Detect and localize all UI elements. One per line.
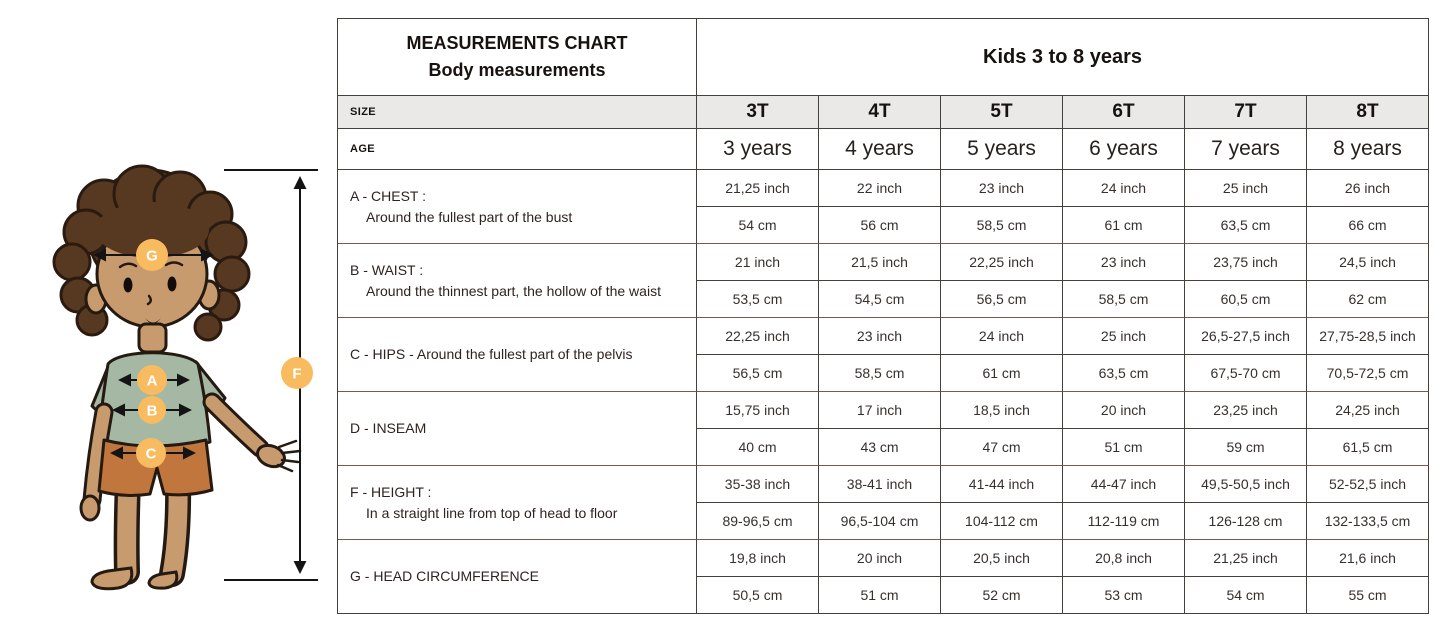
measure-cell: 52 cm bbox=[941, 577, 1063, 614]
measure-cell: 23 inch bbox=[819, 318, 941, 355]
size-col-header: 4T bbox=[819, 96, 941, 129]
measure-cell: 52-52,5 inch bbox=[1307, 466, 1429, 503]
measure-cell: 60,5 cm bbox=[1185, 281, 1307, 318]
measure-cell: 63,5 cm bbox=[1185, 207, 1307, 244]
age-row-label: AGE bbox=[338, 129, 697, 170]
measure-cell: 24,5 inch bbox=[1307, 244, 1429, 281]
age-row bbox=[338, 129, 1429, 170]
measure-cell: 56,5 cm bbox=[697, 355, 819, 392]
measure-cell: 58,5 cm bbox=[819, 355, 941, 392]
measure-cell: 24,25 inch bbox=[1307, 392, 1429, 429]
child-illustration bbox=[0, 0, 337, 636]
measure-cell: 23,25 inch bbox=[1185, 392, 1307, 429]
measure-cell: 25 inch bbox=[1185, 170, 1307, 207]
measure-cell: 41-44 inch bbox=[941, 466, 1063, 503]
measure-cell: 51 cm bbox=[819, 577, 941, 614]
measure-cell: 58,5 cm bbox=[1063, 281, 1185, 318]
measure-cell: 20 inch bbox=[819, 540, 941, 577]
measure-cell: 26 inch bbox=[1307, 170, 1429, 207]
svg-text:C: C bbox=[145, 445, 157, 463]
measure-cell: 55 cm bbox=[1307, 577, 1429, 614]
measure-cell: 70,5-72,5 cm bbox=[1307, 355, 1429, 392]
svg-text:B: B bbox=[146, 402, 158, 420]
measure-cell: 22,25 inch bbox=[941, 244, 1063, 281]
size-col-header: 6T bbox=[1063, 96, 1185, 129]
age-group-title: Kids 3 to 8 years bbox=[697, 19, 1429, 96]
measure-cell: 43 cm bbox=[819, 429, 941, 466]
measure-cell: 54 cm bbox=[697, 207, 819, 244]
measurements-table bbox=[337, 18, 1429, 614]
measure-cell: 19,8 inch bbox=[697, 540, 819, 577]
measure-cell: 15,75 inch bbox=[697, 392, 819, 429]
neck bbox=[139, 324, 166, 352]
title-line-2: Body measurements bbox=[428, 60, 606, 80]
size-col-header: 3T bbox=[697, 96, 819, 129]
measure-cell: 21,25 inch bbox=[697, 170, 819, 207]
measure-cell: 26,5-27,5 inch bbox=[1185, 318, 1307, 355]
height-inch-row bbox=[338, 466, 1429, 503]
size-col-header: 7T bbox=[1185, 96, 1307, 129]
svg-text:A: A bbox=[146, 372, 158, 390]
measure-label-chest: A - CHEST : Around the fullest part of the bust bbox=[338, 170, 697, 244]
measure-cell: 56,5 cm bbox=[941, 281, 1063, 318]
measure-cell: 49,5-50,5 inch bbox=[1185, 466, 1307, 503]
measure-cell: 89-96,5 cm bbox=[697, 503, 819, 540]
measure-cell: 23,75 inch bbox=[1185, 244, 1307, 281]
measure-cell: 38-41 inch bbox=[819, 466, 941, 503]
measure-cell: 104-112 cm bbox=[941, 503, 1063, 540]
size-col-header: 8T bbox=[1307, 96, 1429, 129]
marker-a bbox=[137, 365, 167, 395]
measure-cell: 22 inch bbox=[819, 170, 941, 207]
measure-cell: 59 cm bbox=[1185, 429, 1307, 466]
chest-inch-row bbox=[338, 170, 1429, 207]
size-col-header: 5T bbox=[941, 96, 1063, 129]
measure-cell: 96,5-104 cm bbox=[819, 503, 941, 540]
svg-text:F: F bbox=[292, 365, 302, 383]
measure-cell: 23 inch bbox=[1063, 244, 1185, 281]
measure-label-height: F - HEIGHT : In a straight line from top of head to floor bbox=[338, 466, 697, 540]
measure-cell: 21,6 inch bbox=[1307, 540, 1429, 577]
measure-label-hips: C - HIPS - Around the fullest part of the pelvis bbox=[338, 318, 697, 392]
measure-cell: 51 cm bbox=[1063, 429, 1185, 466]
measure-cell: 61 cm bbox=[941, 355, 1063, 392]
measure-cell: 66 cm bbox=[1307, 207, 1429, 244]
inseam-inch-row bbox=[338, 392, 1429, 429]
measure-cell: 21,5 inch bbox=[819, 244, 941, 281]
measure-cell: 44-47 inch bbox=[1063, 466, 1185, 503]
measure-cell: 25 inch bbox=[1063, 318, 1185, 355]
marker-g bbox=[136, 239, 168, 271]
age-value: 6 years bbox=[1063, 129, 1185, 170]
measure-cell: 54 cm bbox=[1185, 577, 1307, 614]
measure-cell: 132-133,5 cm bbox=[1307, 503, 1429, 540]
measure-cell: 53,5 cm bbox=[697, 281, 819, 318]
size-row bbox=[338, 96, 1429, 129]
measure-cell: 22,25 inch bbox=[697, 318, 819, 355]
age-value: 8 years bbox=[1307, 129, 1429, 170]
marker-f bbox=[281, 357, 313, 389]
head-inch-row bbox=[338, 540, 1429, 577]
age-value: 5 years bbox=[941, 129, 1063, 170]
measure-cell: 67,5-70 cm bbox=[1185, 355, 1307, 392]
measure-cell: 35-38 inch bbox=[697, 466, 819, 503]
waist-inch-row bbox=[338, 244, 1429, 281]
measure-cell: 24 inch bbox=[941, 318, 1063, 355]
measure-cell: 54,5 cm bbox=[819, 281, 941, 318]
measure-cell: 20 inch bbox=[1063, 392, 1185, 429]
hips-inch-row bbox=[338, 318, 1429, 355]
measure-cell: 50,5 cm bbox=[697, 577, 819, 614]
age-value: 3 years bbox=[697, 129, 819, 170]
measure-cell: 18,5 inch bbox=[941, 392, 1063, 429]
size-row-label: SIZE bbox=[338, 96, 697, 129]
measure-cell: 126-128 cm bbox=[1185, 503, 1307, 540]
measure-cell: 53 cm bbox=[1063, 577, 1185, 614]
age-value: 7 years bbox=[1185, 129, 1307, 170]
measure-cell: 62 cm bbox=[1307, 281, 1429, 318]
measure-label-waist: B - WAIST : Around the thinnest part, the hollow of the waist bbox=[338, 244, 697, 318]
measure-cell: 56 cm bbox=[819, 207, 941, 244]
measure-cell: 58,5 cm bbox=[941, 207, 1063, 244]
age-value: 4 years bbox=[819, 129, 941, 170]
measure-cell: 23 inch bbox=[941, 170, 1063, 207]
measure-cell: 21 inch bbox=[697, 244, 819, 281]
measure-cell: 40 cm bbox=[697, 429, 819, 466]
marker-b bbox=[138, 396, 166, 424]
measure-cell: 27,75-28,5 inch bbox=[1307, 318, 1429, 355]
measure-cell: 61 cm bbox=[1063, 207, 1185, 244]
measure-cell: 17 inch bbox=[819, 392, 941, 429]
measure-label-head: G - HEAD CIRCUMFERENCE bbox=[338, 540, 697, 614]
measure-label-inseam: D - INSEAM bbox=[338, 392, 697, 466]
svg-text:G: G bbox=[146, 247, 158, 265]
table-title bbox=[338, 19, 697, 96]
measure-cell: 24 inch bbox=[1063, 170, 1185, 207]
title-line-1: MEASUREMENTS CHART bbox=[406, 33, 628, 53]
measure-cell: 112-119 cm bbox=[1063, 503, 1185, 540]
measure-cell: 47 cm bbox=[941, 429, 1063, 466]
measure-cell: 61,5 cm bbox=[1307, 429, 1429, 466]
measure-cell: 20,8 inch bbox=[1063, 540, 1185, 577]
measure-cell: 20,5 inch bbox=[941, 540, 1063, 577]
measure-cell: 21,25 inch bbox=[1185, 540, 1307, 577]
measure-cell: 63,5 cm bbox=[1063, 355, 1185, 392]
marker-c bbox=[136, 438, 166, 468]
